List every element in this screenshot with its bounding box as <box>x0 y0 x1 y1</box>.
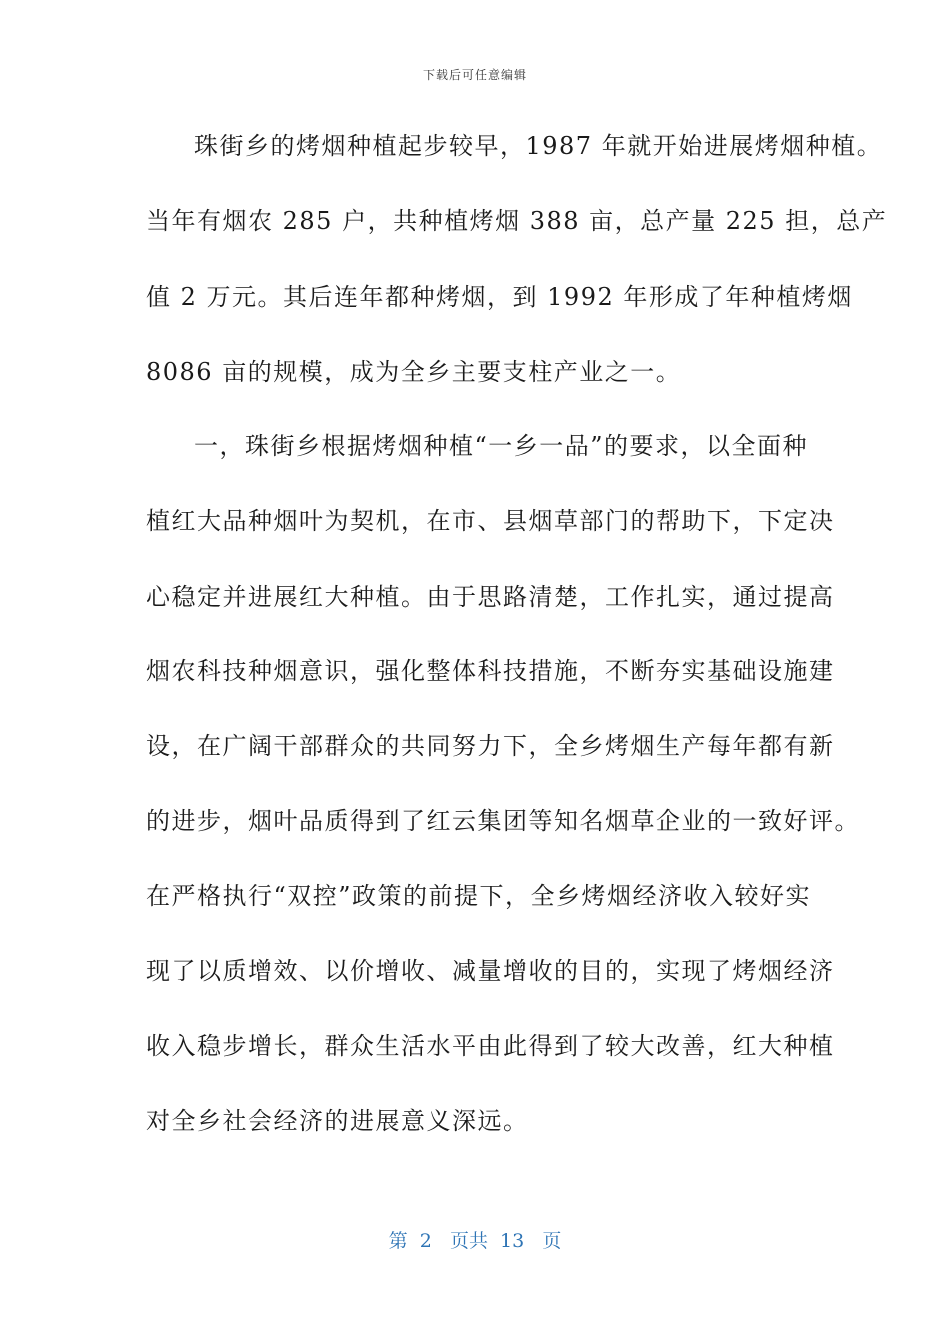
paragraph-2-line-2: 植红大品种烟叶为契机，在市、县烟草部门的帮助下，下定决 <box>146 507 835 535</box>
paragraph-1-line-2: 当年有烟农 285 户，共种植烤烟 388 亩，总产量 225 担，总产 <box>146 207 888 235</box>
paragraph-2-line-10: 对全乡社会经济的进展意义深远。 <box>146 1107 529 1135</box>
paragraph-2-line-7: 在严格执行“双控”政策的前提下，全乡烤烟经济收入较好实 <box>146 882 812 910</box>
paragraph-2-line-5: 设，在广阔干部群众的共同努力下，全乡烤烟生产每年都有新 <box>146 732 835 760</box>
paragraph-1-line-4: 8086 亩的规模，成为全乡主要支柱产业之一。 <box>146 358 682 386</box>
paragraph-1-line-3: 值 2 万元。其后连年都种烤烟，到 1992 年形成了年种植烤烟 <box>146 283 853 311</box>
paragraph-2-line-9: 收入稳步增长，群众生活水平由此得到了较大改善，红大种植 <box>146 1032 835 1060</box>
paragraph-2-line-6: 的进步，烟叶品质得到了红云集团等知名烟草企业的一致好评。 <box>146 807 860 835</box>
paragraph-1-line-1: 珠街乡的烤烟种植起步较早，1987 年就开始进展烤烟种植。 <box>194 132 883 160</box>
paragraph-2-line-1: 一，珠街乡根据烤烟种植“一乡一品”的要求，以全面种 <box>194 432 809 460</box>
page-header: 下载后可任意编辑 <box>422 68 527 82</box>
page-number-footer: 第 2 页共 13 页 <box>388 1230 562 1252</box>
paragraph-2-line-8: 现了以质增效、以价增收、减量增收的目的，实现了烤烟经济 <box>146 957 835 985</box>
paragraph-2-line-4: 烟农科技种烟意识，强化整体科技措施，不断夯实基础设施建 <box>146 657 835 685</box>
paragraph-2-line-3: 心稳定并进展红大种植。由于思路清楚，工作扎实，通过提高 <box>146 583 835 611</box>
